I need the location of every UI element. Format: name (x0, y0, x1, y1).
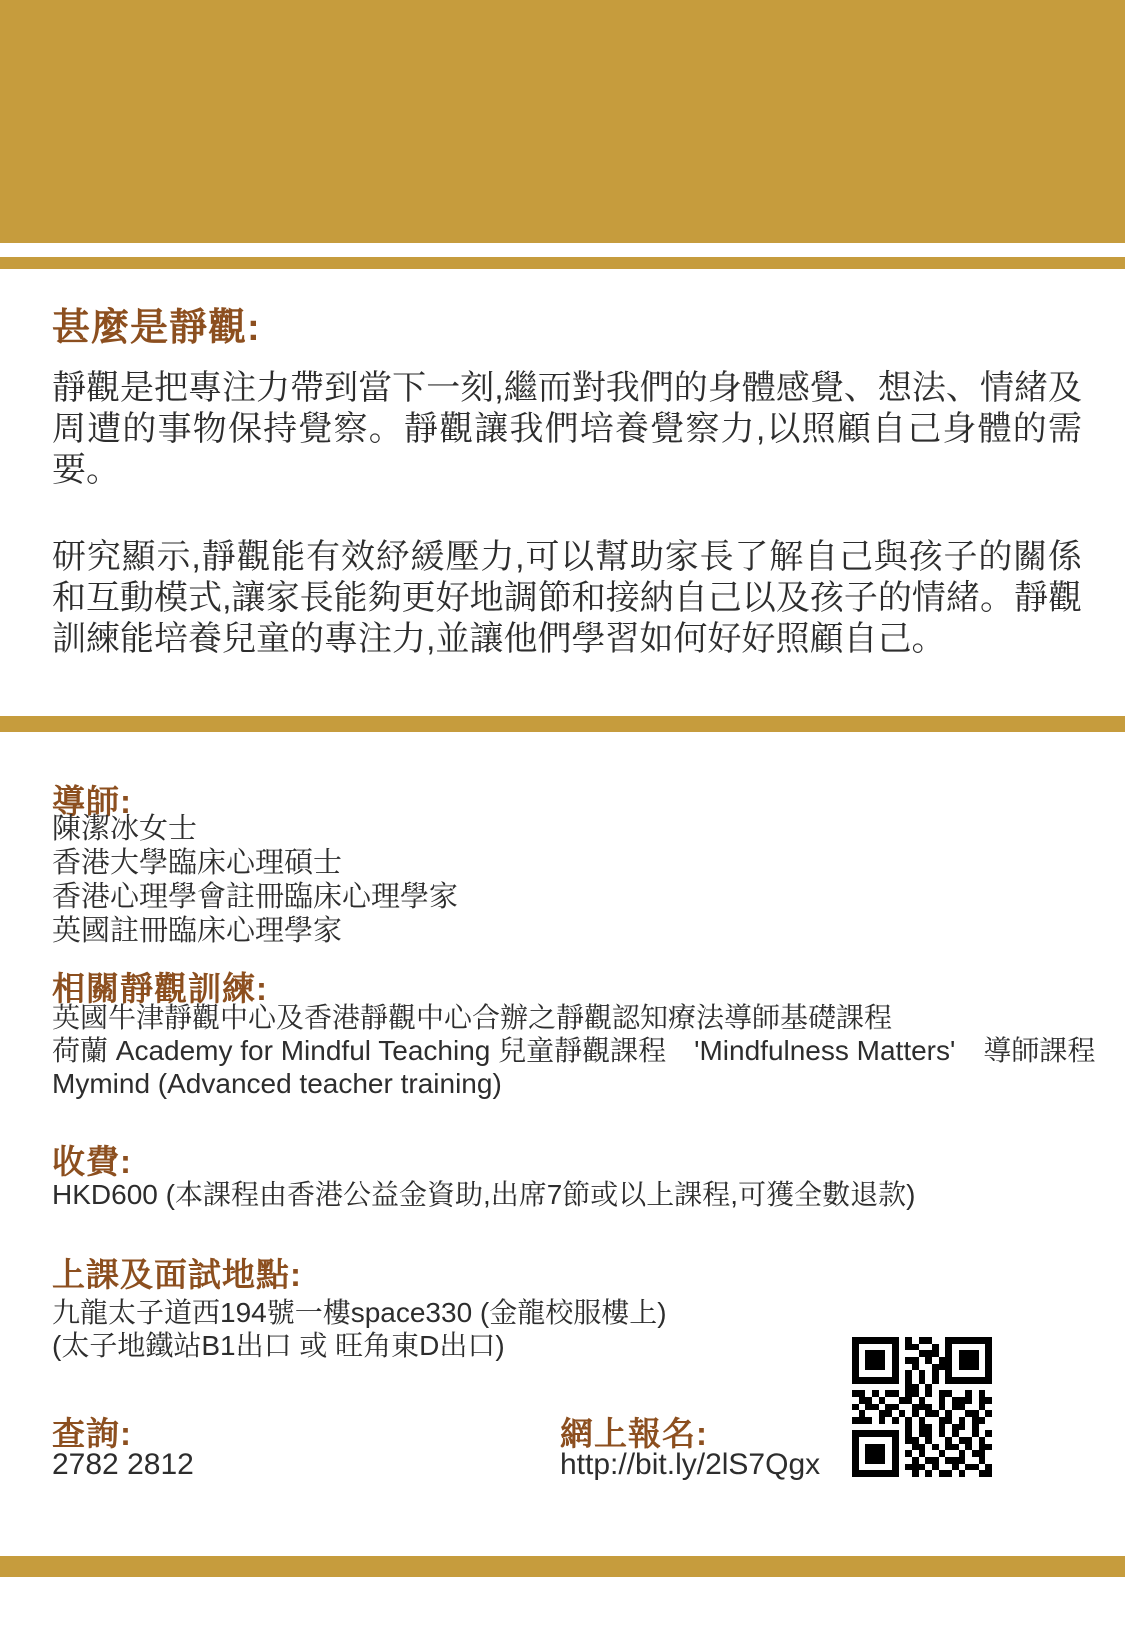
instructor-qualification-3: 英國註冊臨床心理學家 (52, 915, 343, 947)
header-accent-line (0, 257, 1125, 269)
venue-transport-line: (太子地鐵站B1出口 或 旺角東D出口) (52, 1330, 505, 1361)
qr-code (852, 1337, 992, 1477)
section-heading-venue: 上課及面試地點: (52, 1256, 302, 1293)
venue-address-line: 九龍太子道西194號一樓space330 (金龍校服樓上) (52, 1297, 667, 1328)
section-heading-online-registration: 網上報名: (560, 1415, 708, 1452)
footer-gold-band (0, 1556, 1125, 1577)
instructor-details (52, 812, 458, 948)
training-item-3: Mymind (Advanced teacher training) (52, 1068, 502, 1099)
fee-details (52, 1178, 915, 1211)
section-heading-instructor: 導師: (52, 783, 132, 820)
intro-paragraph-1: 靜觀是把專注力帶到當下一刻,繼而對我們的身體感覺、想法、情緒及周遭的事物保持覺察。靜觀讓我們培養覺察力,以照顧自己身體的需要。 (52, 369, 1082, 489)
instructor-qualification-2: 香港心理學會註冊臨床心理學家 (52, 881, 459, 913)
related-training-details (52, 1001, 1095, 1100)
registration-url-link[interactable]: http://bit.ly/2lS7Qgx (560, 1448, 821, 1481)
section-divider-gold-bar (0, 716, 1125, 732)
instructor-qualification-1: 香港大學臨床心理碩士 (52, 847, 343, 879)
training-item-2: 荷蘭 Academy for Mindful Teaching 兒童靜觀課程 'Mindfulness Matters' 導師課程 (52, 1035, 1096, 1066)
instructor-name: 陳潔冰女士 (52, 813, 198, 845)
section-heading-what-is-mindfulness: 甚麼是靜觀: (52, 307, 261, 349)
section-heading-fee: 收費: (52, 1143, 132, 1180)
intro-paragraph-2: 研究顯示,靜觀能有效紓緩壓力,可以幫助家長了解自己與孩子的關係和互動模式,讓家長能夠更好地調節和接納自己以及孩子的情緒。靜觀訓練能培養兒童的專注力,並讓他們學習如何好好照顧自己。 (52, 538, 1082, 658)
header-gold-band (0, 0, 1125, 243)
venue-details (52, 1296, 667, 1362)
section-heading-enquiry: 查詢: (52, 1415, 132, 1452)
enquiry-phone-number: 2782 2812 (52, 1448, 194, 1481)
fee-amount-line: HKD600 (本課程由香港公益金資助,出席7節或以上課程,可獲全數退款) (52, 1179, 916, 1210)
section-heading-related-training: 相關靜觀訓練: (52, 970, 268, 1007)
training-item-1: 英國牛津靜觀中心及香港靜觀中心合辦之靜觀認知療法導師基礎課程 (52, 1002, 893, 1033)
